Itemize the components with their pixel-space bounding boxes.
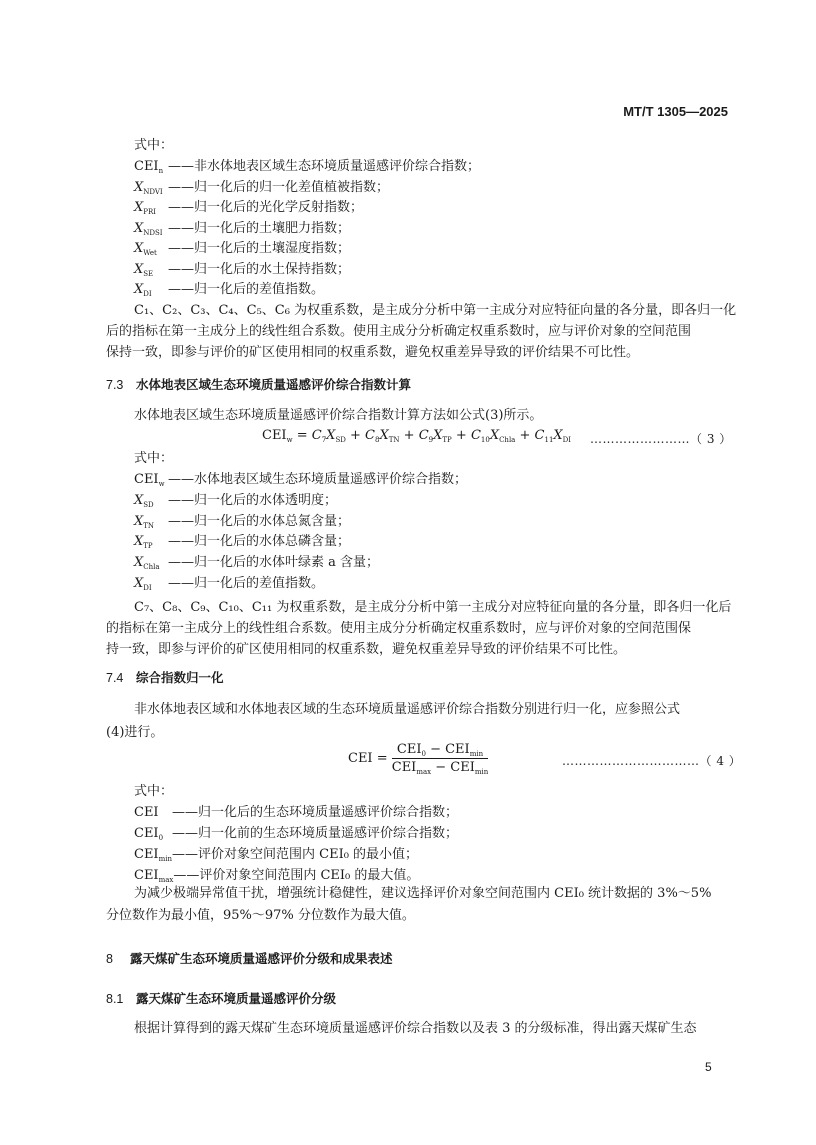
section-7-4-heading xyxy=(106,670,224,686)
variable-description: ——归一化后的水体透明度； xyxy=(168,492,338,508)
paragraph-line: 为减少极端异常值干扰，增强统计稳健性，建议选择评价对象空间范围内 CEI₀ 统计数据的 3%～5% xyxy=(134,886,712,901)
variable-symbol: $CEI_{max}$ xyxy=(134,868,174,884)
where-item xyxy=(134,493,337,509)
where-item xyxy=(134,555,379,571)
where-item xyxy=(134,200,363,216)
variable-symbol: $X_{NDSI}$ xyxy=(134,220,163,237)
paragraph-line: 的指标在第一主成分上的线性组合系数。使用主成分分析确定权重系数时，应与评价对象的空间范围保 xyxy=(106,621,692,636)
variable-description: ——归一化前的生态环境质量遥感评价综合指数； xyxy=(172,826,459,841)
paragraph-line: (4)进行。 xyxy=(106,725,164,740)
formula-4-lhs: CEI xyxy=(348,751,373,766)
formula-3-lhs: $CEI_w$ xyxy=(262,428,293,444)
variable-description: ——水体地表区域生态环境质量遥感评价综合指数； xyxy=(168,472,468,487)
section-title: 综合指数归一化 xyxy=(136,670,224,685)
variable-description: ——归一化后的土壤肥力指数； xyxy=(168,220,351,236)
section-7-3-heading xyxy=(106,377,411,393)
variable-symbol: $X_{Wet}$ xyxy=(134,241,157,257)
section-number: 7.4 xyxy=(106,671,124,685)
paragraph-line: 后的指标在第一主成分上的线性组合系数。使用主成分分析确定权重系数时，应与评价对象的空间范围 xyxy=(106,324,692,339)
where-item xyxy=(134,262,350,278)
where-label: 式中： xyxy=(134,784,174,799)
variable-symbol: $X_{DI}$ xyxy=(134,576,152,592)
paragraph-line: 分位数作为最小值，95%～97% 分位数作为最大值。 xyxy=(106,908,415,923)
variable-description: ——归一化后的水体总氮含量； xyxy=(168,513,351,529)
standard-number: MT/T 1305—2025 xyxy=(623,104,728,119)
paragraph-line: 持一致，即参与评价的矿区使用相同的权重系数，避免权重差异导致的评价结果不可比性。 xyxy=(106,642,627,657)
formula-3-term: $C_{10}X_{Chla}$ xyxy=(470,428,516,444)
section-number: 7.3 xyxy=(106,378,124,392)
variable-description: ——归一化后的差值指数。 xyxy=(168,576,325,591)
variable-symbol: $X_{SD}$ xyxy=(134,492,154,509)
formula-4-equals: = xyxy=(372,751,392,766)
where-item xyxy=(134,472,467,488)
where-item xyxy=(134,847,418,863)
variable-symbol: $X_{DI}$ xyxy=(134,282,152,298)
where-item xyxy=(134,534,350,550)
where-item xyxy=(134,221,350,237)
where-item xyxy=(134,514,350,530)
variable-symbol: $X_{SE}$ xyxy=(134,261,154,278)
formula-3-intro: 水体地表区域生态环境质量遥感评价综合指数计算方法如公式(3)所示。 xyxy=(134,408,543,423)
formula-3-term: $C_{11}X_{DI}$ xyxy=(534,428,572,444)
variable-symbol: $CEI_w$ xyxy=(134,472,165,488)
formula-3-number: ……………………（ 3 ） xyxy=(590,432,732,446)
variable-description: ——归一化后的土壤湿度指数； xyxy=(168,241,351,256)
variable-symbol: $X_{PRI}$ xyxy=(134,200,157,216)
section-8-1-heading xyxy=(106,991,336,1007)
section-title: 水体地表区域生态环境质量遥感评价综合指数计算 xyxy=(136,377,412,392)
variable-symbol: CEI xyxy=(134,805,159,820)
paragraph-line: C₇、C₈、C₉、C₁₀、C₁₁ 为权重系数，是主成分分析中第一主成分对应特征向量的各分量，即各归一化后 xyxy=(134,600,732,615)
formula-4 xyxy=(348,742,488,775)
formula-4-number: ……………………………（ 4 ） xyxy=(562,754,742,768)
variable-description: ——归一化后的归一化差值植被指数； xyxy=(168,179,390,195)
where-item xyxy=(134,576,324,592)
section-number: 8 xyxy=(106,952,113,966)
where-item xyxy=(134,868,419,884)
section-8-1-paragraph: 根据计算得到的露天煤矿生态环境质量遥感评价综合指数以及表 3 的分级标准，得出露天煤矿生态 xyxy=(134,1021,697,1036)
variable-description: ——评价对象空间范围内 CEI₀ 的最大值。 xyxy=(173,868,420,883)
fraction-denominator: $CEI_{max} - CEI_{min}$ xyxy=(391,760,489,776)
section-title: 露天煤矿生态环境质量遥感评价分级 xyxy=(136,991,337,1006)
formula-3-term: $C_7X_{SD}$ xyxy=(311,428,346,444)
variable-description: ——归一化后的水体叶绿素 a 含量； xyxy=(168,555,380,571)
variable-description: ——归一化后的水体总磷含量； xyxy=(168,534,351,550)
paragraph-line: 非水体地表区域和水体地表区域的生态环境质量遥感评价综合指数分别进行归一化，应参照公式 xyxy=(134,702,681,717)
variable-description: ——非水体地表区域生态环境质量遥感评价综合指数； xyxy=(168,159,481,174)
section-title: 露天煤矿生态环境质量遥感评价分级和成果表述 xyxy=(130,951,393,966)
variable-symbol: $X_{TN}$ xyxy=(134,513,155,530)
variable-symbol: $X_{Chla}$ xyxy=(134,555,160,572)
fraction-numerator: $CEI_0 - CEI_{min}$ xyxy=(392,742,488,759)
where-item xyxy=(134,826,458,842)
variable-description: ——归一化后的差值指数。 xyxy=(168,282,325,297)
where-item xyxy=(134,159,480,175)
where-label: 式中： xyxy=(134,138,174,153)
variable-description: ——归一化后的生态环境质量遥感评价综合指数； xyxy=(172,805,459,820)
paragraph-line: C₁、C₂、C₃、C₄、C₅、C₆ 为权重系数，是主成分分析中第一主成分对应特征向量的各分量，即各归一化 xyxy=(134,303,737,318)
where-item xyxy=(134,241,350,257)
where-item xyxy=(134,282,324,298)
variable-symbol: $CEI_{min}$ xyxy=(134,847,172,863)
formula-3-term: $C_8X_{TN}$ xyxy=(365,428,400,444)
section-8-heading xyxy=(106,951,393,967)
formula-4-fraction xyxy=(392,742,488,775)
section-number: 8.1 xyxy=(106,992,124,1006)
formula-3-equals: = xyxy=(292,428,312,443)
variable-symbol: $CEI_n$ xyxy=(134,159,164,175)
variable-symbol: $X_{TP}$ xyxy=(134,534,153,551)
variable-description: ——评价对象空间范围内 CEI₀ 的最小值； xyxy=(172,847,419,862)
page-number: 5 xyxy=(705,1060,712,1074)
formula-3: $CEI_w = C_7X_{SD} + C_8X_{TN} + C_9X_{TP} + C_{10}X_{Chla} + C_{11}X_{DI}$ xyxy=(262,428,572,444)
variable-description: ——归一化后的水土保持指数； xyxy=(168,261,351,277)
variable-symbol: $CEI_0$ xyxy=(134,826,164,842)
where-item xyxy=(134,805,458,821)
where-label: 式中： xyxy=(134,451,174,466)
formula-3-term: $C_9X_{TP}$ xyxy=(418,428,452,444)
where-item xyxy=(134,180,389,196)
variable-symbol: $X_{NDVI}$ xyxy=(134,179,163,196)
paragraph-line: 保持一致，即参与评价的矿区使用相同的权重系数，避免权重差异导致的评价结果不可比性。 xyxy=(106,345,640,360)
variable-description: ——归一化后的光化学反射指数； xyxy=(168,200,364,215)
